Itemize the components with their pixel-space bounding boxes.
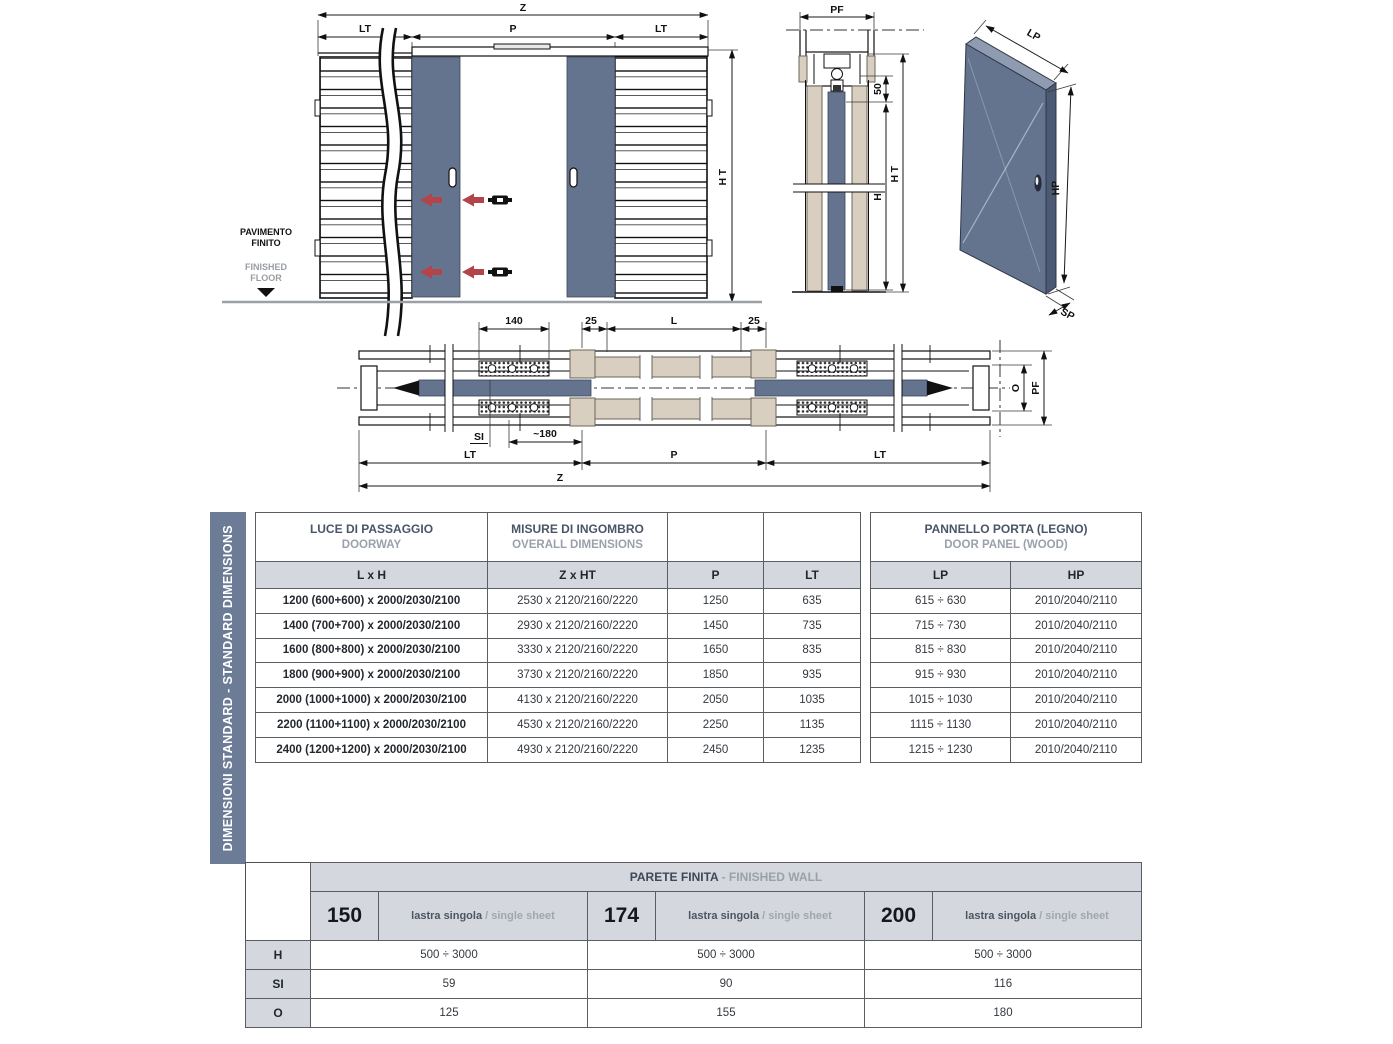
- cell: 2010/2040/2110: [1011, 589, 1142, 614]
- cell: 935: [764, 663, 861, 688]
- dim-label-si: SI: [474, 431, 484, 443]
- dim-label-25-right: 25: [748, 315, 760, 327]
- cell: 2010/2040/2110: [1011, 663, 1142, 688]
- cell: 1215 ÷ 1230: [871, 737, 1011, 762]
- floor-label-it: PAVIMENTO: [239, 227, 293, 237]
- wall-title-sep: -: [718, 870, 729, 884]
- wall-data-row-o: [246, 999, 1142, 1028]
- track-plate: [494, 44, 550, 49]
- table-row: [256, 712, 861, 737]
- wall-desc: [379, 892, 588, 941]
- cell: 1200 (600+600) x 2000/2030/2100: [256, 589, 488, 614]
- dim-label-p: P: [670, 449, 678, 461]
- cell: 1850: [668, 663, 764, 688]
- dim-label-lt-right: LT: [873, 449, 887, 461]
- wall-table-title: [311, 863, 1142, 892]
- row-label-o: O: [246, 999, 311, 1028]
- cell: 2200 (1100+1100) x 2000/2030/2100: [256, 712, 488, 737]
- dim-label-sp: SP: [1058, 305, 1077, 323]
- cell: 715 ÷ 730: [871, 613, 1011, 638]
- table-row: [871, 613, 1142, 638]
- cell: 116: [865, 970, 1142, 999]
- dim-label-l: L: [670, 315, 678, 327]
- cell: 3730 x 2120/2160/2220: [488, 663, 668, 688]
- dim-label-lt-right: LT: [654, 23, 668, 35]
- table-row: [871, 638, 1142, 663]
- cell: 615 ÷ 630: [871, 589, 1011, 614]
- wall-size-200: 200: [865, 892, 933, 941]
- wall-desc: [656, 892, 865, 941]
- group-title-it: LUCE DI PASSAGGIO: [309, 522, 434, 537]
- column-header-zxht: Z x HT: [488, 562, 668, 589]
- column-header-row: [256, 562, 861, 589]
- table-row: [871, 712, 1142, 737]
- group-header-row: [256, 513, 861, 562]
- cell: 2250: [668, 712, 764, 737]
- floor-guide: [831, 286, 843, 292]
- dim-label-25-left: 25: [585, 315, 597, 327]
- cell: 2010/2040/2110: [1011, 638, 1142, 663]
- floor-label-it: FINITO: [251, 238, 281, 248]
- column-header-lp: LP: [871, 562, 1011, 589]
- door-handle-right: [570, 168, 577, 187]
- table-row: [256, 737, 861, 762]
- cell: 1650: [668, 638, 764, 663]
- floor-level-marker: [257, 288, 275, 297]
- plan-section-drawing: [320, 300, 1090, 505]
- dim-label-o: O: [1010, 383, 1022, 393]
- wall-title-it: PARETE FINITA: [629, 870, 719, 884]
- table-row: [871, 737, 1142, 762]
- group-header-panel: [871, 513, 1142, 562]
- row-label-si: SI: [246, 970, 311, 999]
- cell: 500 ÷ 3000: [588, 941, 865, 970]
- empty-corner: [246, 892, 311, 941]
- wall-desc-en: single sheet: [1045, 910, 1109, 922]
- dim-label-lp: LP: [1024, 26, 1043, 44]
- floor-label-en: FINISHED: [244, 262, 288, 272]
- cell: 635: [764, 589, 861, 614]
- wall-size-150: 150: [311, 892, 379, 941]
- cell: 2010/2040/2110: [1011, 712, 1142, 737]
- wall-desc-it: lastra singola: [965, 910, 1037, 922]
- group-header-empty: [764, 513, 861, 562]
- wall-title-en: FINISHED WALL: [728, 870, 823, 884]
- cell: 125: [311, 999, 588, 1028]
- dim-label-hp: HP: [1049, 180, 1063, 196]
- dim-label-p: P: [509, 23, 517, 35]
- table-row: [256, 663, 861, 688]
- table-row: [871, 663, 1142, 688]
- dim-label-pf: PF: [830, 4, 844, 16]
- panel-handle-inner: [1036, 177, 1039, 185]
- column-header-p: P: [668, 562, 764, 589]
- top-track: [412, 47, 708, 56]
- cell: 1400 (700+700) x 2000/2030/2100: [256, 613, 488, 638]
- pocket-end-post-left: [361, 366, 377, 410]
- cell: 3330 x 2120/2160/2220: [488, 638, 668, 663]
- group-header-empty: [668, 513, 764, 562]
- door-panel-table: [870, 512, 1142, 763]
- wall-desc-sep: /: [759, 910, 769, 922]
- dim-label-140: 140: [505, 315, 523, 327]
- cell: 815 ÷ 830: [871, 638, 1011, 663]
- cell: 1800 (900+900) x 2000/2030/2100: [256, 663, 488, 688]
- cell: 2530 x 2120/2160/2220: [488, 589, 668, 614]
- cell: 500 ÷ 3000: [311, 941, 588, 970]
- door-panel-3d-drawing: [940, 10, 1150, 340]
- break-band: [793, 184, 885, 192]
- door-panel-plan-right: [755, 380, 953, 396]
- cell: 2010/2040/2110: [1011, 737, 1142, 762]
- wall-desc-en: single sheet: [491, 910, 555, 922]
- wall-desc: [933, 892, 1142, 941]
- table-row: [256, 688, 861, 713]
- table-row: [871, 688, 1142, 713]
- track-side-block: [867, 56, 875, 82]
- cell: 2400 (1200+1200) x 2000/2030/2100: [256, 737, 488, 762]
- finished-wall-table: [245, 862, 1142, 1028]
- cell: 90: [588, 970, 865, 999]
- cell: 4130 x 2120/2160/2220: [488, 688, 668, 713]
- door-panel-plan-left: [393, 380, 591, 396]
- table-row: [256, 589, 861, 614]
- dim-label-z: Z: [519, 2, 527, 14]
- cell: 500 ÷ 3000: [865, 941, 1142, 970]
- cell: 2450: [668, 737, 764, 762]
- wall-desc-it: lastra singola: [411, 910, 483, 922]
- cell: 2010/2040/2110: [1011, 688, 1142, 713]
- cell: 4530 x 2120/2160/2220: [488, 712, 668, 737]
- wall-variant-row: [246, 892, 1142, 941]
- column-header-lxh: L x H: [256, 562, 488, 589]
- pocket-tab: [707, 240, 712, 256]
- dim-label-ht: HT: [717, 166, 729, 186]
- wall-desc-en: single sheet: [768, 910, 832, 922]
- column-header-lt: LT: [764, 562, 861, 589]
- cell: 180: [865, 999, 1142, 1028]
- group-title-it: MISURE DI INGOMBRO: [511, 522, 644, 537]
- column-header-hp: HP: [1011, 562, 1142, 589]
- wall-data-row-h: [246, 941, 1142, 970]
- pocket-tab: [315, 100, 320, 116]
- cell: 835: [764, 638, 861, 663]
- cell: 4930 x 2120/2160/2220: [488, 737, 668, 762]
- group-title-en: DOORWAY: [341, 538, 402, 551]
- cell: 2000 (1000+1000) x 2000/2030/2100: [256, 688, 488, 713]
- table-row: [256, 613, 861, 638]
- front-elevation-drawing: [220, 0, 780, 340]
- cell: 1250: [668, 589, 764, 614]
- wall-desc-sep: /: [482, 910, 492, 922]
- dim-label-lt-left: LT: [358, 23, 372, 35]
- cell: 1600 (800+800) x 2000/2030/2100: [256, 638, 488, 663]
- section-sidebar: [210, 512, 246, 864]
- pocket-frame-right: [615, 57, 707, 298]
- dim-label-lt-left: LT: [463, 449, 477, 461]
- cell: 2050: [668, 688, 764, 713]
- cell: 1115 ÷ 1130: [871, 712, 1011, 737]
- vertical-section-drawing: [780, 0, 930, 325]
- cell: 1035: [764, 688, 861, 713]
- cell: 155: [588, 999, 865, 1028]
- empty-corner: [246, 863, 311, 892]
- extraction-fitting-icon: [488, 196, 512, 277]
- floor-label-en: FLOOR: [250, 273, 282, 283]
- cell: 2930 x 2120/2160/2220: [488, 613, 668, 638]
- wall-data-row-si: [246, 970, 1142, 999]
- wall-desc-sep: /: [1036, 910, 1046, 922]
- table-row: [256, 638, 861, 663]
- pocket-end-post-right: [973, 366, 989, 410]
- cell: 1135: [764, 712, 861, 737]
- wall-size-174: 174: [588, 892, 656, 941]
- track-side-block: [799, 56, 807, 82]
- cell: 735: [764, 613, 861, 638]
- table-row: [871, 589, 1142, 614]
- dim-label-z: Z: [556, 472, 564, 484]
- standard-dimensions-table: [255, 512, 861, 763]
- group-header-overall: [488, 513, 668, 562]
- cell: 1450: [668, 613, 764, 638]
- dim-label-pf: PF: [1030, 381, 1042, 395]
- group-title-en: OVERALL DIMENSIONS: [512, 538, 643, 551]
- pocket-tab: [315, 240, 320, 256]
- pocket-tab: [707, 100, 712, 116]
- dim-label-h: H: [872, 193, 884, 201]
- door-handle-left: [449, 168, 456, 187]
- dim-label-ht: HT: [889, 163, 901, 183]
- cell: 915 ÷ 930: [871, 663, 1011, 688]
- section-sidebar-label: DIMENSIONI STANDARD - STANDARD DIMENSIONS: [221, 524, 235, 852]
- dim-label-180: ~180: [533, 428, 557, 440]
- group-header-doorway: [256, 513, 488, 562]
- column-header-row: [871, 562, 1142, 589]
- group-title-en: DOOR PANEL (WOOD): [944, 538, 1068, 551]
- cell: 1015 ÷ 1030: [871, 688, 1011, 713]
- group-header-row: [871, 513, 1142, 562]
- cell: 2010/2040/2110: [1011, 613, 1142, 638]
- row-label-h: H: [246, 941, 311, 970]
- cell: 1235: [764, 737, 861, 762]
- wall-desc-it: lastra singola: [688, 910, 760, 922]
- cell: 59: [311, 970, 588, 999]
- dim-label-50: 50: [872, 83, 884, 95]
- wall-title-row: [246, 863, 1142, 892]
- group-title-it: PANNELLO PORTA (LEGNO): [924, 522, 1088, 537]
